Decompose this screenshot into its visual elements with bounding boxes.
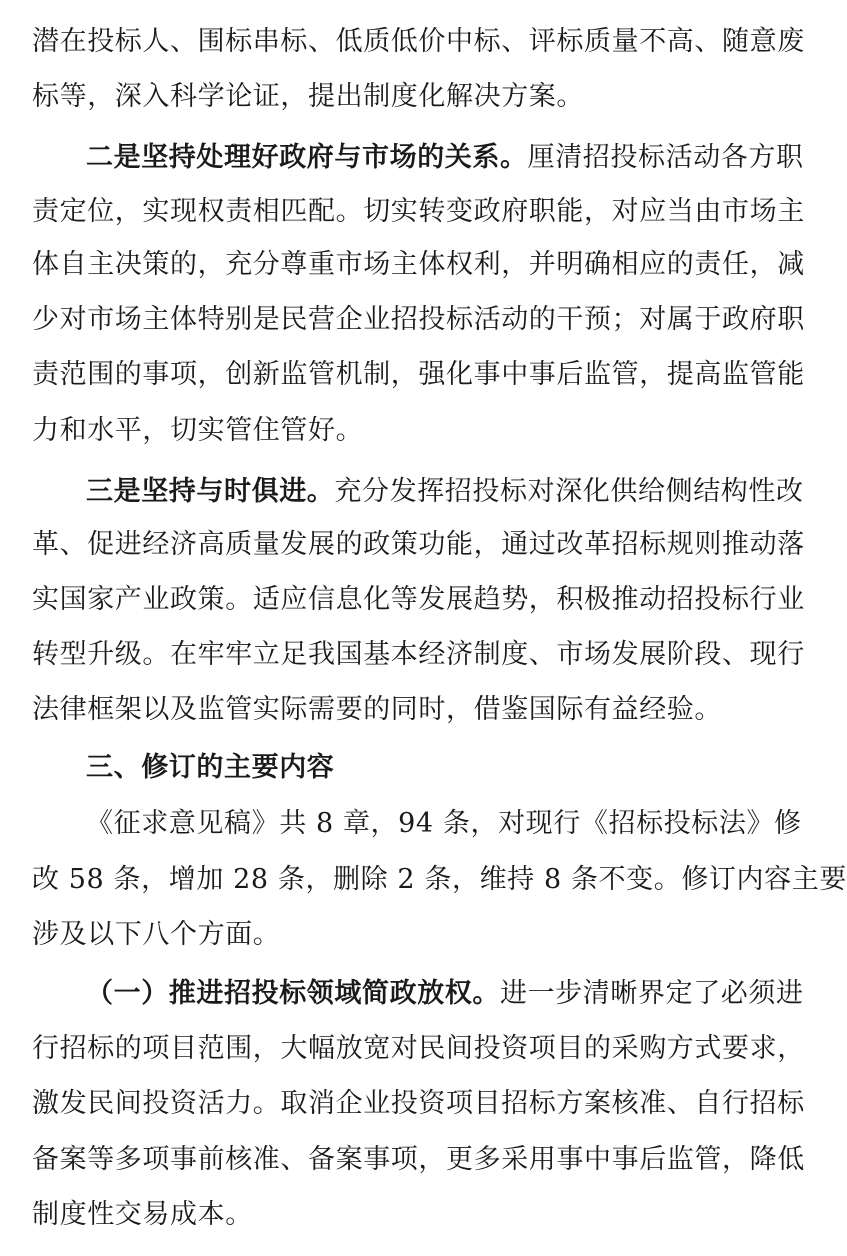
paragraph-1-line-2: 标等，深入科学论证，提出制度化解决方案。 xyxy=(32,81,584,112)
paragraph-3-line-3: 实国家产业政策。适应信息化等发展趋势，积极推动招投标行业 xyxy=(32,584,805,615)
paragraph-4-line-1: 《征求意见稿》共 8 章，94 条，对现行《招标投标法》修 xyxy=(86,808,802,839)
paragraph-3-lead: 三是坚持与时俱进。 xyxy=(86,476,335,507)
paragraph-5-first-rest: 进一步清晰界定了必须进 xyxy=(500,978,804,1009)
paragraph-2-lead: 二是坚持处理好政府与市场的关系。 xyxy=(86,142,528,173)
paragraph-5-line-3: 激发民间投资活力。取消企业投资项目招标方案核准、自行招标 xyxy=(32,1088,805,1119)
section-heading: 三、修订的主要内容 xyxy=(86,752,335,783)
paragraph-3-line-5: 法律框架以及监管实际需要的同时，借鉴国际有益经验。 xyxy=(32,694,722,725)
paragraph-5-line-5: 制度性交易成本。 xyxy=(32,1199,253,1230)
paragraph-3-line-2: 革、促进经济高质量发展的政策功能，通过改革招标规则推动落 xyxy=(32,529,805,560)
paragraph-5-lead: （一）推进招投标领域简政放权。 xyxy=(86,978,500,1009)
paragraph-5-line-4: 备案等多项事前核准、备案事项，更多采用事中事后监管，降低 xyxy=(32,1144,805,1175)
paragraph-2-line-1 xyxy=(86,136,804,180)
paragraph-2-first-rest: 厘清招投标活动各方职 xyxy=(527,142,804,173)
paragraph-4-line-2: 改 58 条，增加 28 条，删除 2 条，维持 8 条不变。修订内容主要 xyxy=(32,864,847,895)
paragraph-5-line-2: 行招标的项目范围，大幅放宽对民间投资项目的采购方式要求， xyxy=(32,1033,805,1064)
paragraph-3-line-1 xyxy=(86,470,804,514)
paragraph-3-first-rest: 充分发挥招投标对深化供给侧结构性改 xyxy=(334,476,804,507)
paragraph-2-line-2: 责定位，实现权责相匹配。切实转变政府职能，对应当由市场主 xyxy=(32,196,805,227)
paragraph-2-line-6: 力和水平，切实管住管好。 xyxy=(32,415,364,446)
paragraph-2-line-4: 少对市场主体特别是民营企业招投标活动的干预；对属于政府职 xyxy=(32,304,805,335)
paragraph-3-line-4: 转型升级。在牢牢立足我国基本经济制度、市场发展阶段、现行 xyxy=(32,639,805,670)
paragraph-2-line-5: 责范围的事项，创新监管机制，强化事中事后监管，提高监管能 xyxy=(32,359,805,390)
paragraph-1-line-1: 潜在投标人、围标串标、低质低价中标、评标质量不高、随意废 xyxy=(32,26,805,57)
paragraph-5-line-1 xyxy=(86,972,804,1016)
paragraph-2-line-3: 体自主决策的，充分尊重市场主体权利，并明确相应的责任，减 xyxy=(32,249,805,280)
paragraph-4-line-3: 涉及以下八个方面。 xyxy=(32,919,281,950)
